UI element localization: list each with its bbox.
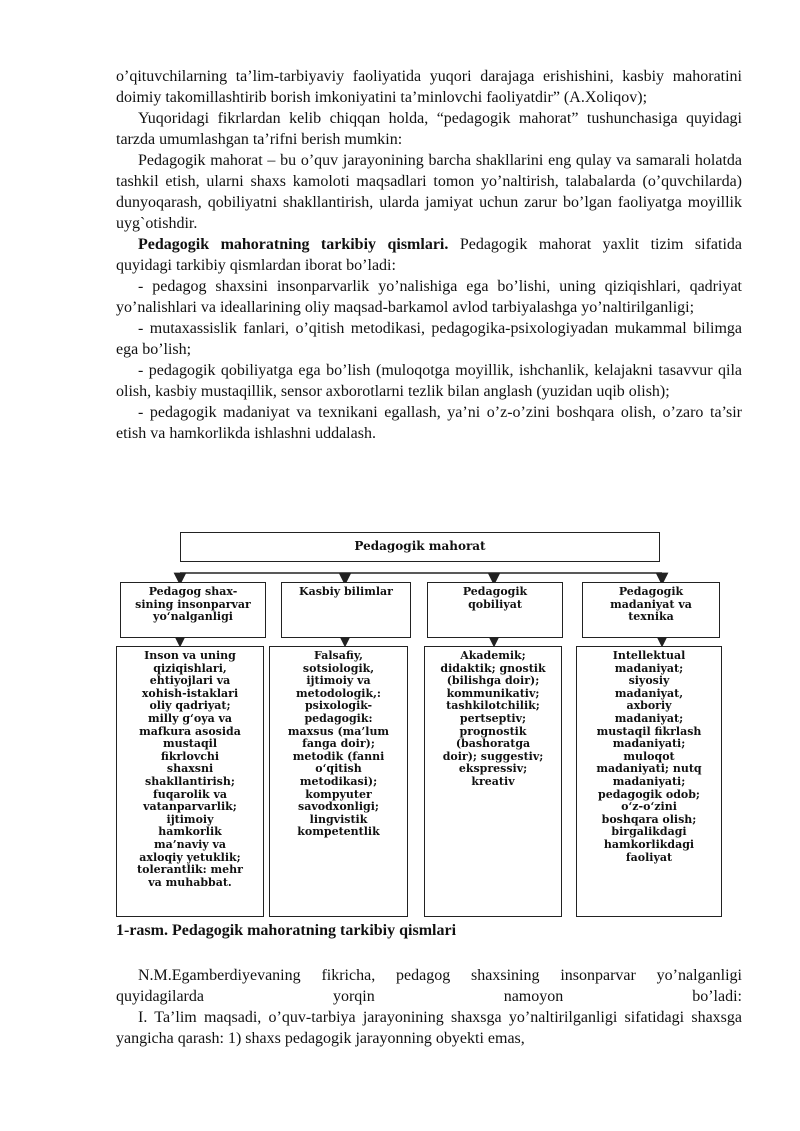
diagram-detail-box: Intellektual madaniyat; siyosiy madaniyat, axboriy madaniyat; mustaqil fikrlash madaniyati; muloqot madaniyati; nutq madaniyati; pedagogik odob; o‘z-o‘zini boshqara olish; birgalikdagi hamkorlikdagi faoliyat bbox=[576, 646, 722, 917]
diagram-detail-box: Inson va uning qiziqishlari, ehtiyojlari va xohish-istaklari oliy qadriyat; milly g‘oya va mafkura asosida mustaqil fikrlovchi shaxsni shakllantirish; fuqarolik va vatanparvarlik; ijtimoiy hamkorlik ma’naviy va axloqiy yetuklik; tolerantlik: mehr va muhabbat. bbox=[116, 646, 264, 917]
paragraph: o’qituvchilarning ta’lim-tarbiyaviy faoliyatida yuqori darajaga erishishini, kasbiy mahoratini doimiy takomillashtirib borish imkoniyatini ta’minlovchi faoliyatdir” (A.Xoliqov); bbox=[116, 68, 742, 106]
paragraph: Yuqoridagi fikrlardan kelib chiqqan holda, “pedagogik mahorat” tushunchasiga quyidagi tarzda umumlashgan ta’rifni berish mumkin: bbox=[116, 110, 742, 148]
paragraph: Pedagogik mahorat – bu o’quv jarayonining barcha shakllarini eng qulay va samarali holatda tashkil etish, ularni shaxs kamoloti maqsadlari tomon yo’naltirish, talabalarda (o’quvchilarda) dunyoqarash, qobiliyatni shakllantirish, ularda jamiyat uchun zarur bo’lgan faoliyatga moyillik uyg`otishdir. bbox=[116, 152, 742, 232]
diagram-detail-box: Falsafiy, sotsiologik, ijtimoiy va metodologik,: psixologik- pedagogik: maxsus (ma’lum fanga doir); metodik (fanni o‘qitish metodikasi); kompyuter savodxonligi; lingvistik kompetentlik bbox=[269, 646, 408, 917]
paragraph-text: Pedagogik mahorat yaxlit tizim sifatida quyidagi tarkibiy qismlardan iborat bo’ladi: bbox=[116, 236, 742, 274]
list-item: - pedagogik qobiliyatga ega bo’lish (muloqotga moyillik, ishchanlik, kelajakni tasavvur qila olish, kasbiy mustaqillik, sensor axborotlarni tezlik bilan anglash (yuzidan uqib olish); bbox=[116, 362, 742, 400]
diagram-header-box: Kasbiy bilimlar bbox=[281, 582, 411, 638]
structure-diagram bbox=[116, 529, 754, 921]
paragraph: N.M.Egamberdiyevaning fikricha, pedagog shaxsining insonparvar yo’nalganligi quyidagilarda yorqin namoyon bo’ladi: bbox=[116, 967, 742, 1005]
list-item: - pedagog shaxsini insonparvarlik yo’nalishiga ega bo’lishi, uning qiziqishlari, qadriyat yo’nalishlari va ideallarining oliy maqsad-barkamol avlod tarbiyalashga yo’naltirilganligi; bbox=[116, 278, 742, 316]
paragraph bbox=[116, 234, 742, 276]
text-block-bottom bbox=[116, 965, 742, 1049]
diagram-header-box: Pedagog shax- sining insonparvar yo‘nalganligi bbox=[120, 582, 266, 638]
section-heading: Pedagogik mahoratning tarkibiy qismlari. bbox=[138, 236, 449, 253]
paragraph: I. Ta’lim maqsadi, o’quv-tarbiya jarayonining shaxsga yo’naltirilganligi sifatidagi shaxsga yangicha qarash: 1) shaxs pedagogik jarayonning obyekti emas, bbox=[116, 1009, 742, 1047]
figure-caption: 1-rasm. Pedagogik mahoratning tarkibiy qismlari bbox=[116, 922, 457, 939]
diagram-detail-box: Akademik; didaktik; gnostik (bilishga doir); kommunikativ; tashkilotchilik; pertseptiv; prognostik (bashoratga doir); suggestiv; ekspressiv; kreativ bbox=[424, 646, 562, 917]
diagram-header-box: Pedagogik qobiliyat bbox=[427, 582, 563, 638]
text-block-top bbox=[116, 66, 742, 444]
diagram-header-box: Pedagogik madaniyat va texnika bbox=[582, 582, 720, 638]
diagram-title-box: Pedagogik mahorat bbox=[180, 532, 660, 562]
list-item: - pedagogik madaniyat va texnikani egallash, ya’ni o’z-o’zini boshqara olish, o’zaro ta’sir etish va hamkorlikda ishlashni uddalash. bbox=[116, 404, 742, 442]
list-item: - mutaxassislik fanlari, o’qitish metodikasi, pedagogika-psixologiyadan mukammal bilimga ega bo’lish; bbox=[116, 320, 742, 358]
